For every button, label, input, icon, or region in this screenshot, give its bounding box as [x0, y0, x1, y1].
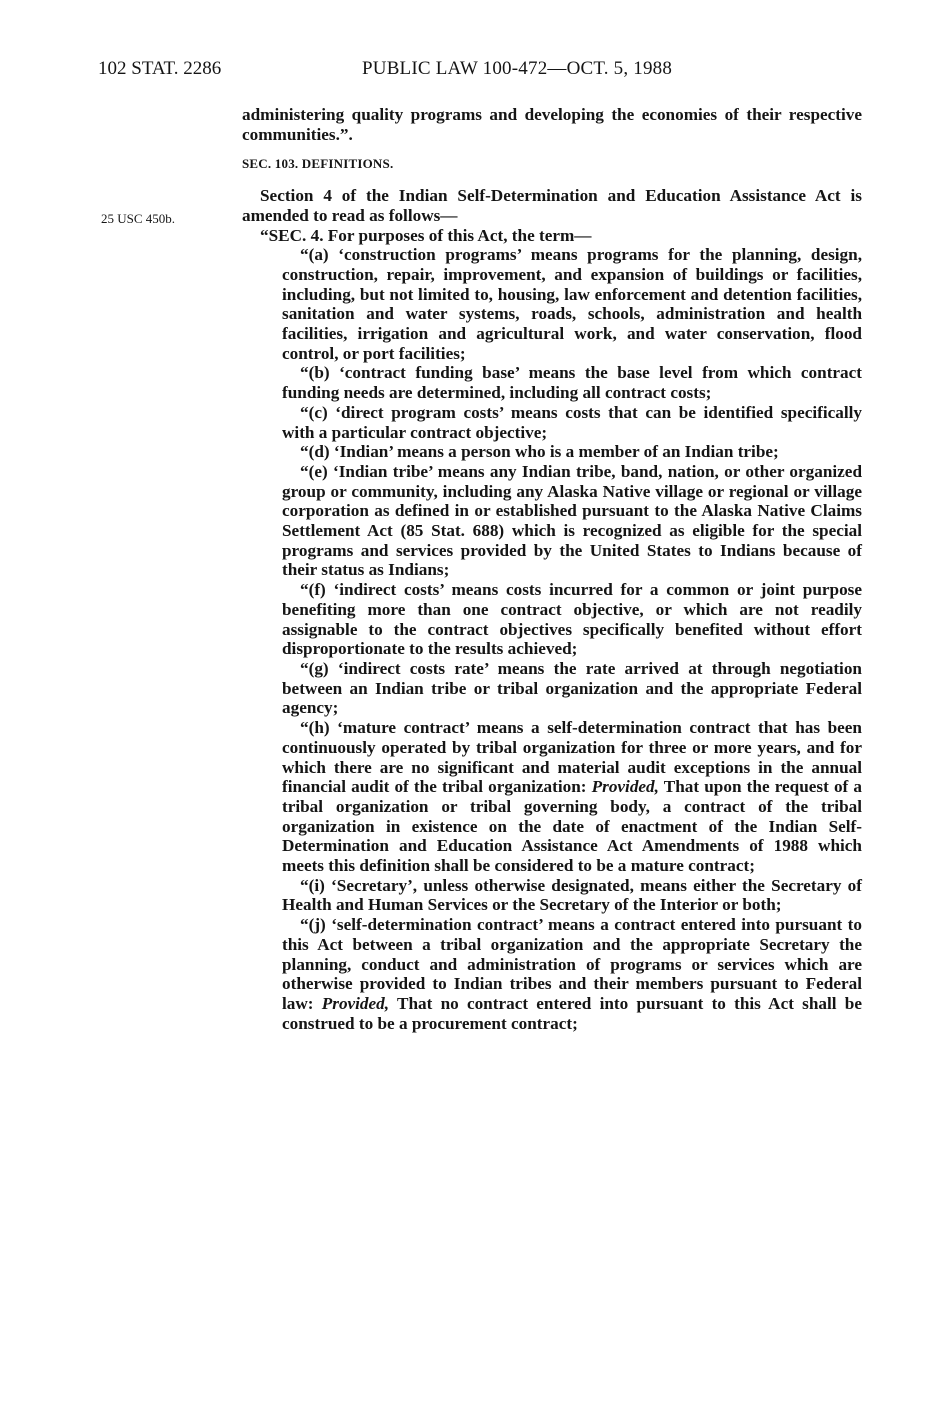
- definition-b: “(b) ‘contract funding base’ means the base level from which contract funding needs are determined, including all contract costs;: [282, 363, 862, 403]
- definition-j-part2: That no contract entered into pursuant to this Act shall be construed to be a procurement contract;: [282, 993, 862, 1033]
- page-header: [98, 58, 858, 88]
- definition-g: “(g) ‘indirect costs rate’ means the rate arrived at through negotiation between an Indian tribe or tribal organization and the appropriate Federal agency;: [282, 658, 862, 718]
- definition-h-provided: Provided,: [591, 777, 659, 797]
- definition-d: “(d) ‘Indian’ means a person who is a member of an Indian tribe;: [300, 442, 779, 462]
- margin-citation: 25 USC 450b.: [101, 211, 176, 226]
- section-heading: SEC. 103. DEFINITIONS.: [242, 156, 394, 172]
- sec4-paragraph: “SEC. 4. For purposes of this Act, the term—: [260, 225, 592, 245]
- section-intro-paragraph: Section 4 of the Indian Self-Determination and Education Assistance Act is amended to read as follows—: [242, 186, 862, 225]
- definition-j-part1: “(j) ‘self-determination contract’ means a contract entered into pursuant to this Act between a tribal organization and the appropriate Secretary the planning, conduct and administration of programs or services which are otherwise provided to Indian tribes and their members pursuant to Federal law:: [282, 915, 862, 1013]
- definition-j: [242, 915, 862, 1033]
- body-text: [242, 105, 862, 1033]
- definition-f: “(f) ‘indirect costs’ means costs incurred for a common or joint purpose benefiting more than one contract objective, or which are not readily assignable to the contract objectives specifically benefited without effort disproportionate to the results achieved;: [282, 580, 862, 659]
- definition-h-part1: “(h) ‘mature contract’ means a self-determination contract that has been continuously operated by tribal organization for three or more years, and for which there are no significant and material audit exceptions in the annual financial audit of the tribal organization:: [282, 718, 862, 797]
- definition-a: “(a) ‘construction programs’ means programs for the planning, design, construction, repair, improvement, and expansion of buildings or facilities, including, but not limited to, housing, law enforcement and detention facilities, sanitation and water systems, roads, schools, administration and health facilities, irrigation and agricultural work, and water conservation, flood control, or port facilities;: [282, 245, 862, 363]
- definition-i: “(i) ‘Secretary’, unless otherwise designated, means either the Secretary of Health and Human Services or the Secretary of the Interior or both;: [282, 875, 862, 915]
- definition-j-provided: Provided,: [321, 993, 390, 1013]
- definition-h-part2: That upon the request of a tribal organization or tribal governing body, a contract of the tribal organization in existence on the date of enactment of the Indian Self-Determination and Education Assistance Act Amendments of 1988 which meets this definition shall be considered to be a mature contract;: [282, 777, 862, 876]
- law-title: PUBLIC LAW 100-472—OCT. 5, 1988: [362, 58, 673, 79]
- definition-h: [242, 718, 862, 876]
- definition-c: “(c) ‘direct program costs’ means costs that can be identified specifically with a particular contract objective;: [282, 402, 862, 442]
- definition-e: “(e) ‘Indian tribe’ means any Indian tribe, band, nation, or other organized group or community, including any Alaska Native village or regional or village corporation as defined in or established pursuant to the Alaska Native Claims Settlement Act (85 Stat. 688) which is recognized as eligible for the special programs and services provided by the United States to Indians because of their status as Indians;: [282, 461, 862, 580]
- intro-paragraph: administering quality programs and developing the economies of their respective communities.”.: [242, 105, 862, 144]
- stat-page-number: 102 STAT. 2286: [98, 58, 222, 79]
